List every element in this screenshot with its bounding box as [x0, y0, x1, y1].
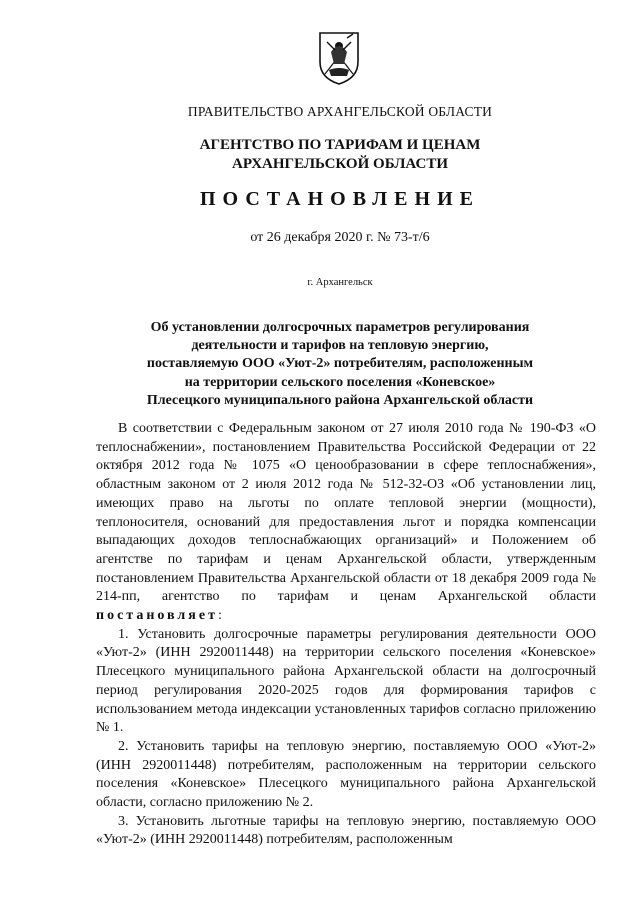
subject-line: деятельности и тарифов на тепловую энергию, — [191, 338, 489, 354]
subject-line: на территории сельского поселения «Коневское» — [184, 374, 496, 390]
subject-line: Об установлении долгосрочных параметров регулирования — [150, 320, 530, 335]
agency-name — [60, 136, 620, 174]
resolves-colon: : — [217, 608, 222, 624]
decree-date-number: от 26 декабря 2020 г. № 73-т/6 — [250, 230, 430, 245]
subject-line: Плесецкого муниципального района Архангельской области — [146, 392, 534, 408]
resolves-word: постановляет — [96, 608, 218, 624]
coat-of-arms-icon — [317, 30, 361, 86]
city-name: г. Архангельск — [307, 277, 373, 288]
government-name: ПРАВИТЕЛЬСТВО АРХАНГЕЛЬСКОЙ ОБЛАСТИ — [187, 104, 493, 119]
subject-line: поставляемую ООО «Уют-2» потребителям, расположенным — [146, 356, 534, 372]
decree-subject — [60, 319, 620, 410]
decree-body — [96, 420, 596, 850]
preamble-paragraph — [96, 420, 596, 626]
item-3-paragraph: 3. Установить льготные тарифы на тепловую энергию, поставляемую ООО «Уют-2» (ИНН 2920011448) потребителям, расположенным — [96, 813, 596, 848]
agency-name-line2: АРХАНГЕЛЬСКОЙ ОБЛАСТИ — [232, 156, 448, 172]
agency-name-line1: АГЕНТСТВО ПО ТАРИФАМ И ЦЕНАМ — [199, 137, 481, 153]
decree-title: ПОСТАНОВЛЕНИЕ — [200, 188, 480, 210]
item-2-paragraph: 2. Установить тарифы на тепловую энергию, поставляемую ООО «Уют-2» (ИНН 2920011448) потребителям, расположенным на территории сельского поселения «Коневское» Плесецкого муниципального района Архангельской области, согласно приложению № 2. — [96, 738, 596, 811]
preamble-text: В соответствии с Федеральным законом от 27 июля 2010 года № 190-ФЗ «О теплоснабжении», постановлением Правительства Российской Федерации от 22 октября 2012 года № 1075 «О ценообразовании в сфере теплоснабжения», областным законом от 2 июля 2012 года № 512-32-ОЗ «Об установлении лиц, имеющих право на льготы по оплате тепловой энергии (мощности), теплоносителя, оснований для предоставления льгот и порядка компенсации выпадающих доходов теплоснабжающих организаций» и Положением об агентстве по тарифам и ценам Архангельской области, утвержденным постановлением Правительства Архангельской области от 18 декабря 2009 года № 214-пп, агентство по тарифам и ценам Архангельской области — [96, 421, 596, 605]
item-1-paragraph: 1. Установить долгосрочные параметры регулирования деятельности ООО «Уют-2» (ИНН 2920011448) на территории сельского поселения «Коневское» Плесецкого муниципального района Архангельской области на долгосрочный период регулирования 2020-2025 годов для формирования тарифов с использованием метода индексации установленных тарифов согласно приложению № 1. — [96, 626, 596, 736]
